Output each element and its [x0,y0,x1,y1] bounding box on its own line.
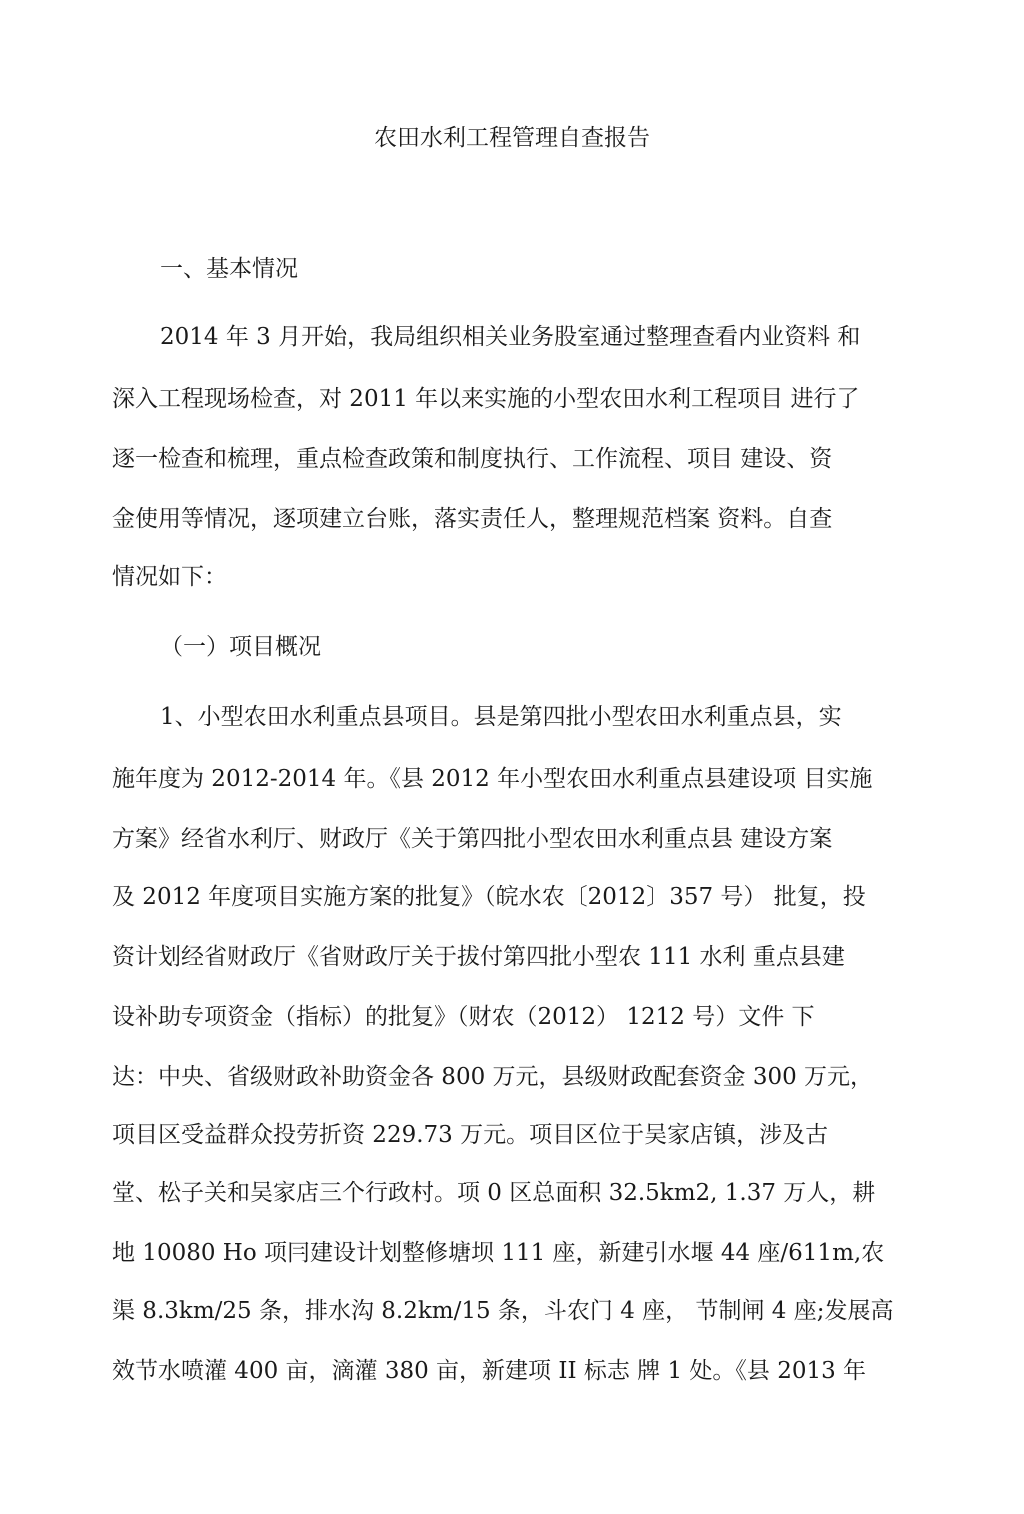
paragraph-line: 资计划经省财政厅《省财政厅关于拔付第四批小型农 111 水利 重点县建 [112,944,845,970]
paragraph-line: 施年度为 2012-2014 年。《县 2012 年小型农田水利重点县建设项 目实施 [112,766,873,792]
paragraph-line: 渠 8.3km/25 条，排水沟 8.2km/15 条，斗农门 4 座， 节制闸 4 座;发展高 [112,1298,894,1324]
paragraph-line: 2014 年 3 月开始，我局组织相关业务股室通过整理查看内业资料 和 [160,324,861,350]
paragraph-line: 方案》经省水利厅、财政厅《关于第四批小型农田水利重点县 建设方案 [112,826,833,852]
paragraph-line: 堂、松子关和吴家店三个行政村。项 0 区总面积 32.5km2, 1.37 万人，耕 [112,1180,876,1206]
document-title: 农田水利工程管理自查报告 [374,125,650,151]
paragraph-line: 设补助专项资金（指标）的批复》（财农（2012） 1212 号）文件 下 [112,1004,815,1030]
paragraph-line: 逐一检查和梳理，重点检查政策和制度执行、工作流程、项目 建设、资 [112,446,833,472]
paragraph-line: 1、小型农田水利重点县项目。县是第四批小型农田水利重点县，实 [160,704,842,730]
section-heading-basic: 一、基本情况 [160,256,298,282]
paragraph-line: 金使用等情况，逐项建立台账，落实责任人，整理规范档案 资料。自查 [112,506,833,532]
paragraph-line: 情况如下： [112,564,227,590]
subsection-heading-overview: （一）项目概况 [160,634,321,660]
paragraph-line: 效节水喷灌 400 亩，滴灌 380 亩，新建项 II 标志 牌 1 处。《县 2013 年 [112,1358,867,1384]
paragraph-line: 及 2012 年度项目实施方案的批复》（皖水农〔2012〕357 号） 批复，投 [112,884,866,910]
paragraph-line: 深入工程现场检查，对 2011 年以来实施的小型农田水利工程项目 进行了 [112,386,860,412]
paragraph-line: 地 10080 Ho 项冃建设计划整修塘坝 111 座，新建引水堰 44 座/611m,农 [112,1240,885,1266]
paragraph-line: 项目区受益群众投劳折资 229.73 万元。项目区位于吴家店镇，涉及古 [112,1122,829,1148]
paragraph-line: 达：中央、省级财政补助资金各 800 万元，县级财政配套资金 300 万元， [112,1064,874,1090]
